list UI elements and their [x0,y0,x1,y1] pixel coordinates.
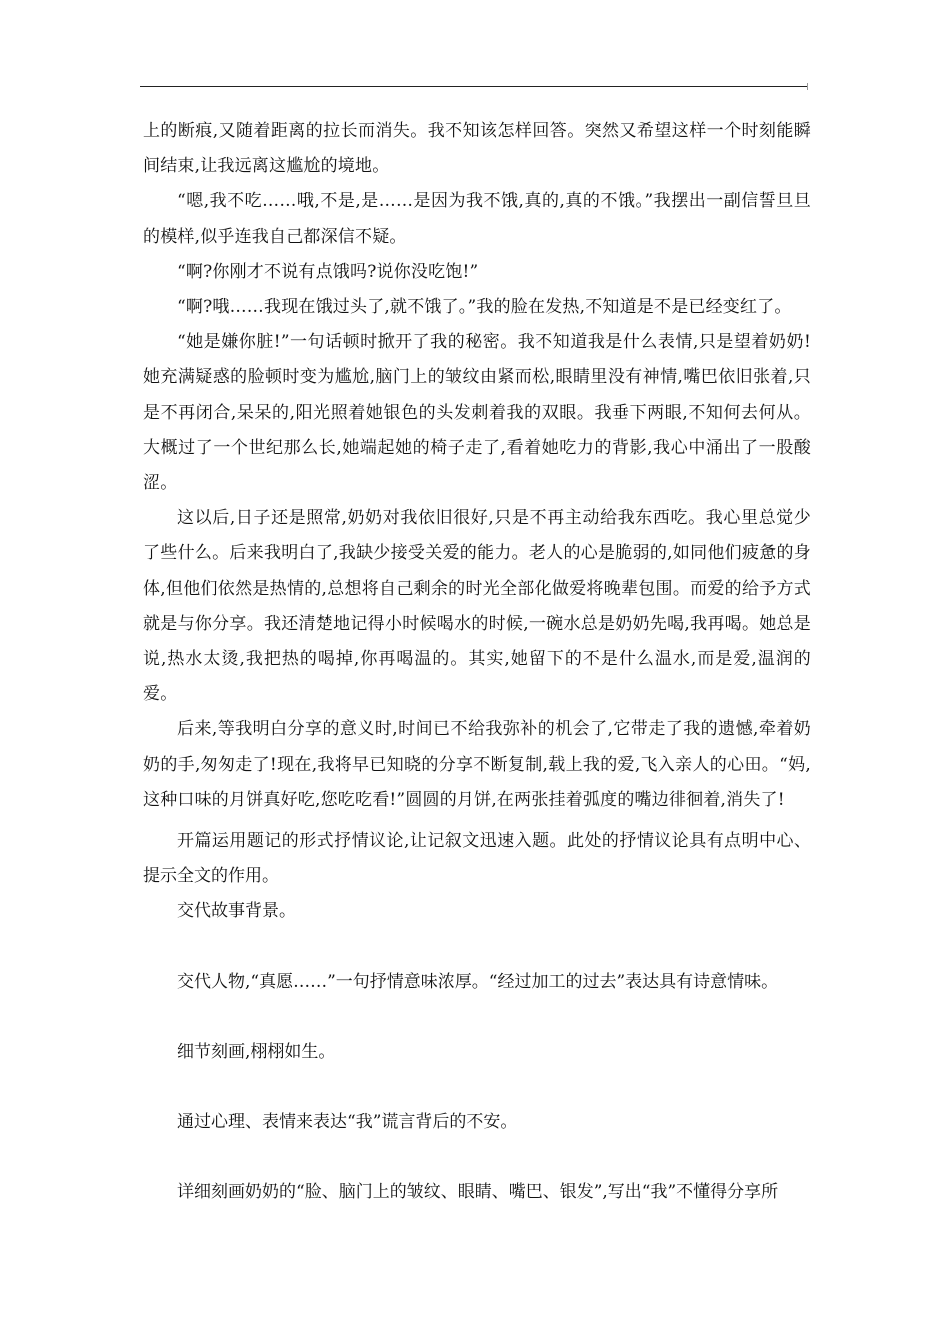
commentary-note: 详细刻画奶奶的“脸、脑门上的皱纹、眼睛、嘴巴、银发”,写出“我”不懂得分享所 [177,1182,779,1203]
essay-paragraph: “她是嫌你脏!”一句话顿时掀开了我的秘密。我不知道我是什么表情,只是望着奶奶!她充满疑惑的脸顿时变为尴尬,脑门上的皱纹由紧而松,眼睛里没有神情,嘴巴依旧张着,只是不再闭合,呆呆的,阳光照着她银色的头发刺着我的双眼。我垂下两眼,不知何去何从。大概过了一个世纪那么长,她端起她的椅子走了,看着她吃力的背影,我心中涌出了一股酸涩。 [143,332,811,494]
note-spacer [143,1070,811,1105]
essay-paragraph: “嗯,我不吃……哦,不是,是……是因为我不饿,真的,真的不饿。”我摆出一副信誓旦旦的模样,似乎连我自己都深信不疑。 [143,191,811,247]
essay-paragraph: “啊?你刚才不说有点饿吗?说你没吃饱!” [177,261,479,282]
commentary-note: 通过心理、表情来表达“我”谎言背后的不安。 [177,1112,518,1133]
header-corner-mark [807,83,808,90]
note-spacer [143,1000,811,1035]
header-rule [140,86,808,87]
commentary-note: 交代故事背景。 [177,901,296,922]
note-spacer [143,1140,811,1175]
essay-paragraph-continued: 上的断痕,又随着距离的拉长而消失。我不知该怎样回答。突然又希望这样一个时刻能瞬间结束,让我远离这尴尬的境地。 [143,121,811,177]
essay-body [143,114,811,818]
commentary-note: 开篇运用题记的形式抒情议论,让记叙文迅速入题。此处的抒情议论具有点明中心、提示全文的作用。 [143,831,811,887]
note-spacer [143,930,811,965]
essay-paragraph: “啊?哦……我现在饿过头了,就不饿了。”我的脸在发热,不知道是不是已经变红了。 [177,297,792,318]
commentary-note: 交代人物,“真愿……”一句抒情意味浓厚。“经过加工的过去”表达具有诗意情味。 [177,971,779,992]
essay-paragraph: 后来,等我明白分享的意义时,时间已不给我弥补的机会了,它带走了我的遗憾,牵着奶奶的手,匆匆走了!现在,我将早已知晓的分享不断复制,载上我的爱,飞入亲人的心田。“妈,这种口味的月饼真好吃,您吃吃看!”圆圆的月饼,在两张挂着弧度的嘴边徘徊着,消失了! [143,719,811,810]
commentary-note: 细节刻画,栩栩如生。 [177,1041,336,1062]
essay-paragraph: 这以后,日子还是照常,奶奶对我依旧很好,只是不再主动给我东西吃。我心里总觉少了些什么。后来我明白了,我缺少接受关爱的能力。老人的心是脆弱的,如同他们疲惫的身体,但他们依然是热情的,总想将自己剩余的时光全部化做爱将晚辈包围。而爱的给予方式就是与你分享。我还清楚地记得小时候喝水的时候,一碗水总是奶奶先喝,我再喝。她总是说,热水太烫,我把热的喝掉,你再喝温的。其实,她留下的不是什么温水,而是爱,温润的爱。 [143,508,811,705]
commentary-notes [143,824,811,1210]
